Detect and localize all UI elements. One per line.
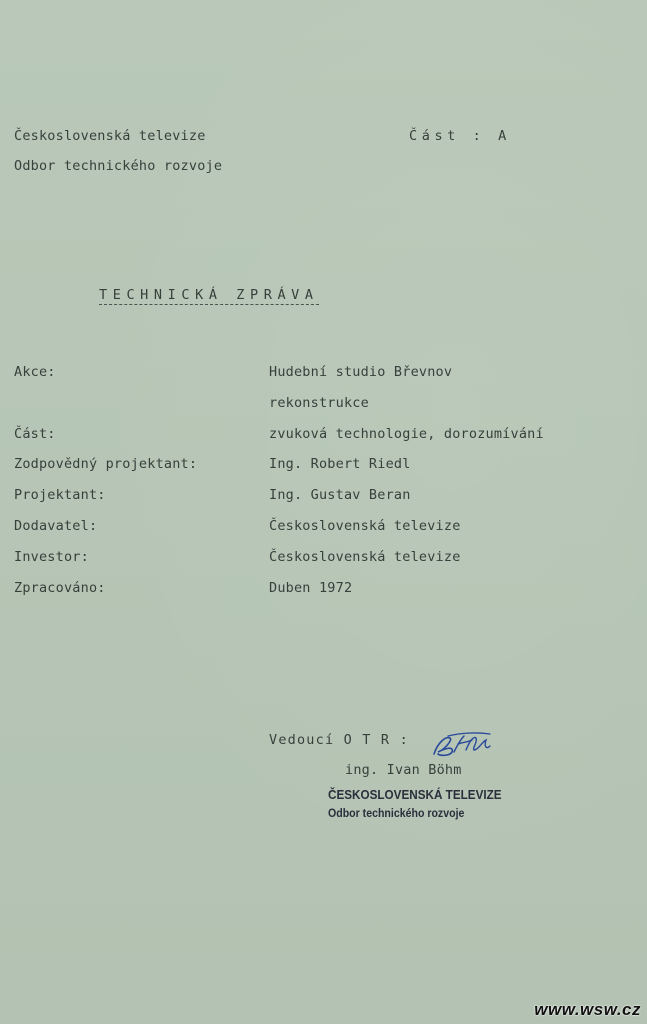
watermark: www.wsw.cz — [534, 1000, 641, 1019]
org-name: Československá televize — [14, 128, 206, 144]
field-value-cast: zvuková technologie, dorozumívání — [269, 426, 544, 442]
approval-name: ing. Ivan Böhm — [345, 762, 462, 778]
field-label-date: Zpracováno: — [14, 580, 106, 596]
part-label: Část : A — [409, 128, 511, 144]
stamp-line-1: ČESKOSLOVENSKÁ TELEVIZE — [328, 787, 502, 802]
field-label-cast: Část: — [14, 426, 56, 442]
signature — [428, 728, 496, 762]
document-title: TECHNICKÁ ZPRÁVA — [99, 287, 319, 303]
org-department: Odbor technického rozvoje — [14, 158, 223, 174]
field-value-designer: Ing. Gustav Beran — [269, 487, 411, 503]
field-value-investor: Československá televize — [269, 549, 461, 565]
field-label-akce: Akce: — [14, 364, 56, 380]
field-label-investor: Investor: — [14, 549, 89, 565]
document-title-wrap — [99, 287, 319, 305]
field-value-supplier: Československá televize — [269, 518, 461, 534]
field-value-akce: Hudební studio Břevnov — [269, 364, 453, 380]
field-label-supplier: Dodavatel: — [14, 518, 98, 534]
field-label-designer: Projektant: — [14, 487, 106, 503]
stamp-line-2: Odbor technického rozvoje — [328, 808, 465, 820]
approval-head-label: Vedoucí O T R : — [269, 732, 409, 748]
field-label-responsible: Zodpovědný projektant: — [14, 456, 198, 472]
field-value-akce-cont: rekonstrukce — [269, 395, 369, 411]
field-value-date: Duben 1972 — [269, 580, 353, 596]
field-value-responsible: Ing. Robert Riedl — [269, 456, 411, 472]
